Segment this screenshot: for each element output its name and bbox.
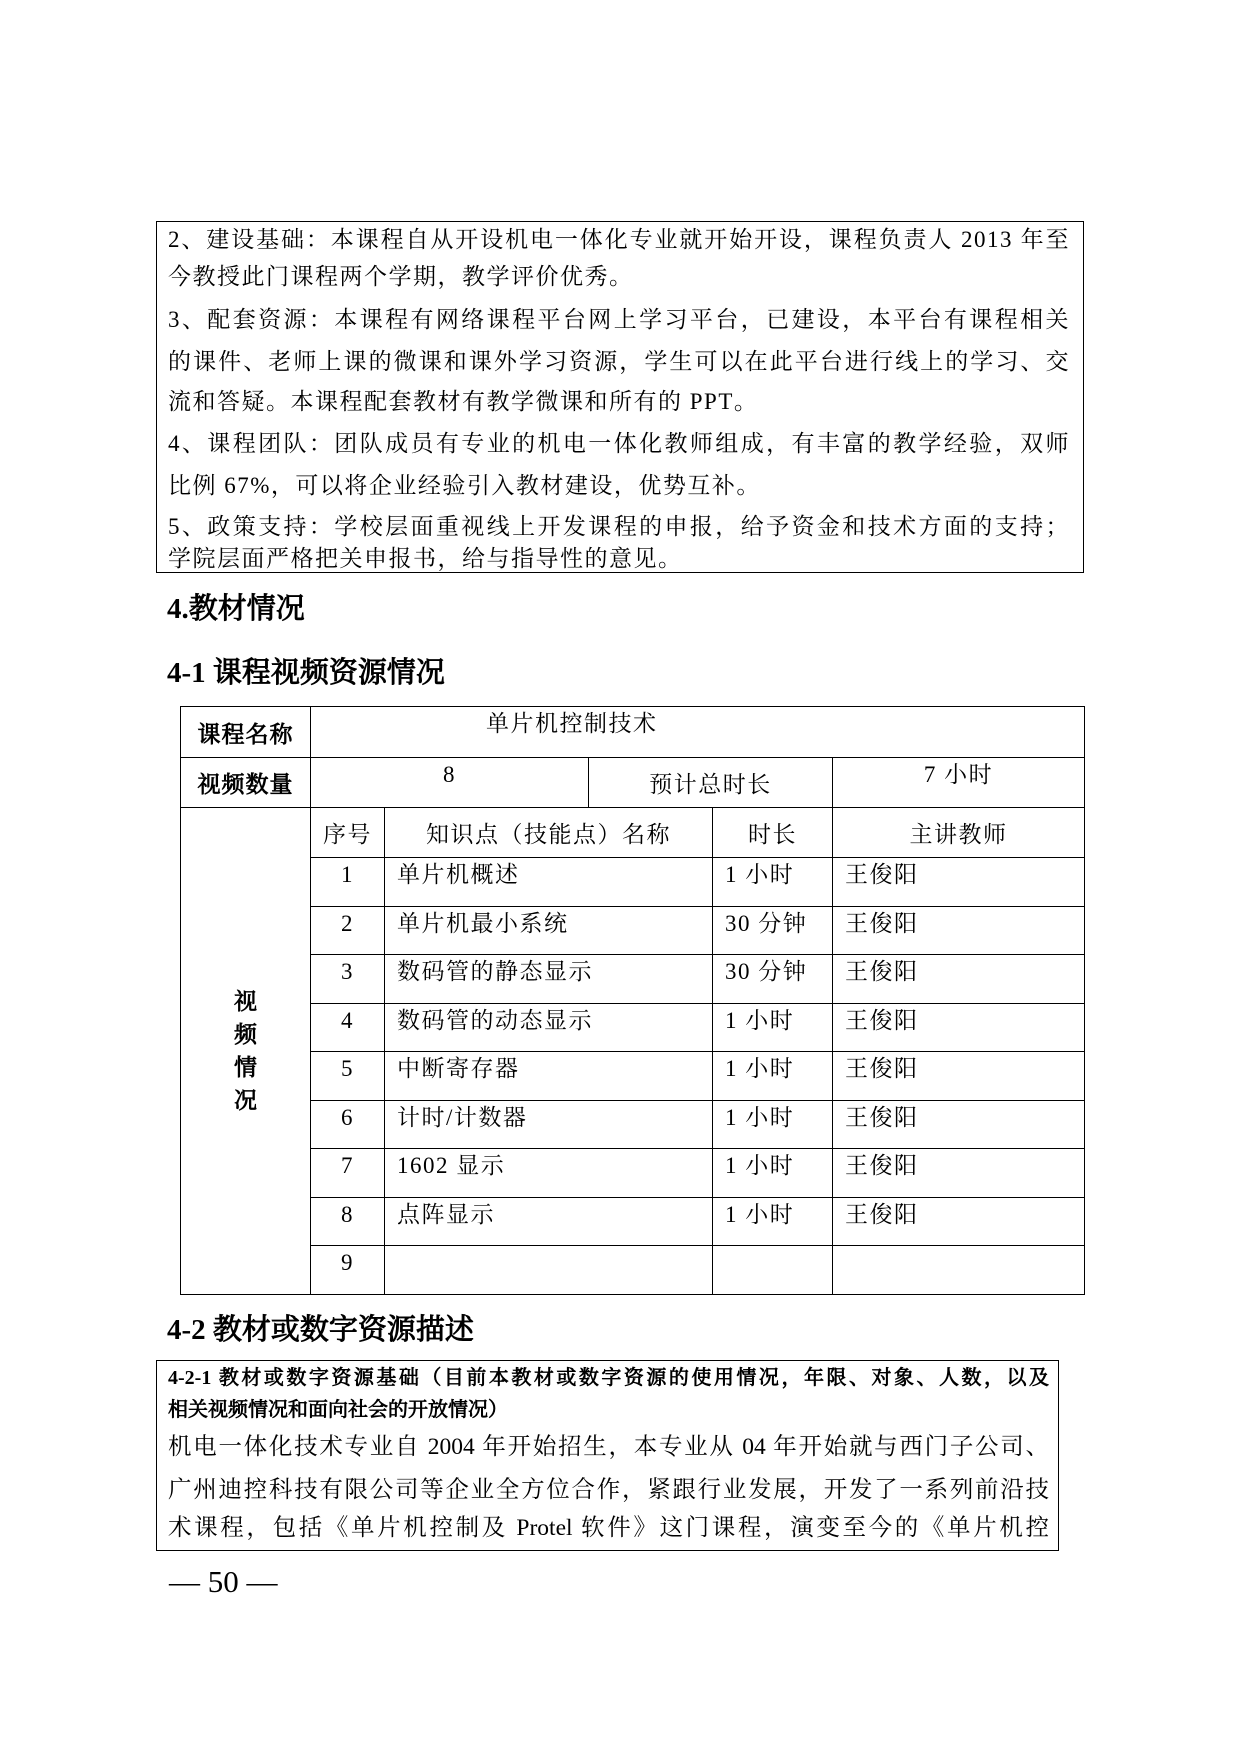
table-row	[181, 955, 1085, 1004]
row-no: 6	[311, 1100, 385, 1149]
text-line: 广州迪控科技有限公司等企业全方位合作，紧跟行业发展，开发了一系列前沿技	[168, 1477, 1049, 1503]
row-topic: 单片机最小系统	[385, 906, 713, 955]
total-duration-value: 7 小时	[833, 758, 1085, 808]
table-row	[181, 1197, 1085, 1246]
table-header-row	[181, 808, 1085, 858]
table-row	[181, 1149, 1085, 1198]
row-topic: 数码管的动态显示	[385, 1003, 713, 1052]
row-teacher: 王俊阳	[833, 955, 1085, 1004]
text-line: 术课程，包括《单片机控制及 Protel 软件》这门课程，演变至今的《单片机控	[168, 1515, 1049, 1541]
row-duration: 1 小时	[713, 1003, 833, 1052]
row-topic: 数码管的静态显示	[385, 955, 713, 1004]
table-row	[181, 1052, 1085, 1101]
text-line: 今教授此门课程两个学期，教学评价优秀。	[168, 264, 634, 289]
course-name-value: 单片机控制技术	[311, 707, 1085, 758]
row-teacher: 王俊阳	[833, 1003, 1085, 1052]
text-line: 2、建设基础：本课程自从开设机电一体化专业就开始开设，课程负责人 2013 年至	[168, 227, 1070, 252]
resource-description-box	[156, 1360, 1059, 1551]
text-line: 3、配套资源：本课程有网络课程平台网上学习平台，已建设，本平台有课程相关	[168, 307, 1070, 332]
table-row	[181, 906, 1085, 955]
table-row	[181, 1100, 1085, 1149]
video-resource-table	[180, 706, 1085, 1295]
total-duration-label: 预计总时长	[589, 758, 833, 808]
row-teacher	[833, 1246, 1085, 1295]
course-name-label: 课程名称	[181, 707, 311, 758]
row-duration: 1 小时	[713, 1052, 833, 1101]
text-line: 流和答疑。本课程配套教材有教学微课和所有的 PPT。	[168, 389, 759, 414]
section-4-2-title: 4-2 教材或数字资源描述	[167, 1314, 474, 1346]
text-line: 4、课程团队：团队成员有专业的机电一体化教师组成，有丰富的教学经验，双师	[168, 431, 1070, 456]
row-duration: 1 小时	[713, 1149, 833, 1198]
video-count-row	[181, 758, 1085, 808]
course-name-row	[181, 707, 1085, 758]
row-duration: 1 小时	[713, 1100, 833, 1149]
text-line: 的课件、老师上课的微课和课外学习资源，学生可以在此平台进行线上的学习、交	[168, 349, 1070, 374]
row-topic: 单片机概述	[385, 858, 713, 907]
row-no: 2	[311, 906, 385, 955]
video-info-side-label: 视频情况	[234, 988, 257, 1113]
table-row	[181, 858, 1085, 907]
section-4-1-title: 4-1 课程视频资源情况	[167, 657, 445, 689]
subsection-heading-line: 相关视频情况和面向社会的开放情况）	[168, 1399, 508, 1421]
header-topic: 知识点（技能点）名称	[385, 808, 713, 858]
row-no: 9	[311, 1246, 385, 1295]
row-topic	[385, 1246, 713, 1295]
header-teacher: 主讲教师	[833, 808, 1085, 858]
row-topic: 中断寄存器	[385, 1052, 713, 1101]
video-info-side-cell	[181, 808, 311, 1295]
text-line: 5、政策支持：学校层面重视线上开发课程的申报，给予资金和技术方面的支持；	[168, 514, 1070, 539]
subsection-heading-line: 4-2-1 教材或数字资源基础（目前本教材或数字资源的使用情况，年限、对象、人数，以及	[168, 1367, 1049, 1389]
text-line: 机电一体化技术专业自 2004 年开始招生，本专业从 04 年开始就与西门子公司、	[168, 1434, 1049, 1460]
header-duration: 时长	[713, 808, 833, 858]
row-duration: 1 小时	[713, 1197, 833, 1246]
row-teacher: 王俊阳	[833, 858, 1085, 907]
row-teacher: 王俊阳	[833, 1197, 1085, 1246]
page-number: — 50 —	[169, 1564, 278, 1599]
row-no: 5	[311, 1052, 385, 1101]
header-no: 序号	[311, 808, 385, 858]
row-duration	[713, 1246, 833, 1295]
video-count-label: 视频数量	[181, 758, 311, 808]
row-topic: 1602 显示	[385, 1149, 713, 1198]
row-teacher: 王俊阳	[833, 1052, 1085, 1101]
row-duration: 30 分钟	[713, 955, 833, 1004]
course-foundation-box	[156, 221, 1084, 573]
table-row	[181, 1246, 1085, 1295]
row-no: 7	[311, 1149, 385, 1198]
row-topic: 计时/计数器	[385, 1100, 713, 1149]
row-no: 1	[311, 858, 385, 907]
row-teacher: 王俊阳	[833, 906, 1085, 955]
row-teacher: 王俊阳	[833, 1149, 1085, 1198]
row-no: 8	[311, 1197, 385, 1246]
row-teacher: 王俊阳	[833, 1100, 1085, 1149]
table-row	[181, 1003, 1085, 1052]
row-duration: 1 小时	[713, 858, 833, 907]
video-count-value: 8	[311, 758, 589, 808]
row-no: 4	[311, 1003, 385, 1052]
row-duration: 30 分钟	[713, 906, 833, 955]
text-line: 学院层面严格把关申报书，给与指导性的意见。	[168, 546, 683, 571]
row-no: 3	[311, 955, 385, 1004]
text-line: 比例 67%，可以将企业经验引入教材建设，优势互补。	[168, 473, 761, 498]
section-4-title: 4.教材情况	[167, 593, 305, 625]
row-topic: 点阵显示	[385, 1197, 713, 1246]
